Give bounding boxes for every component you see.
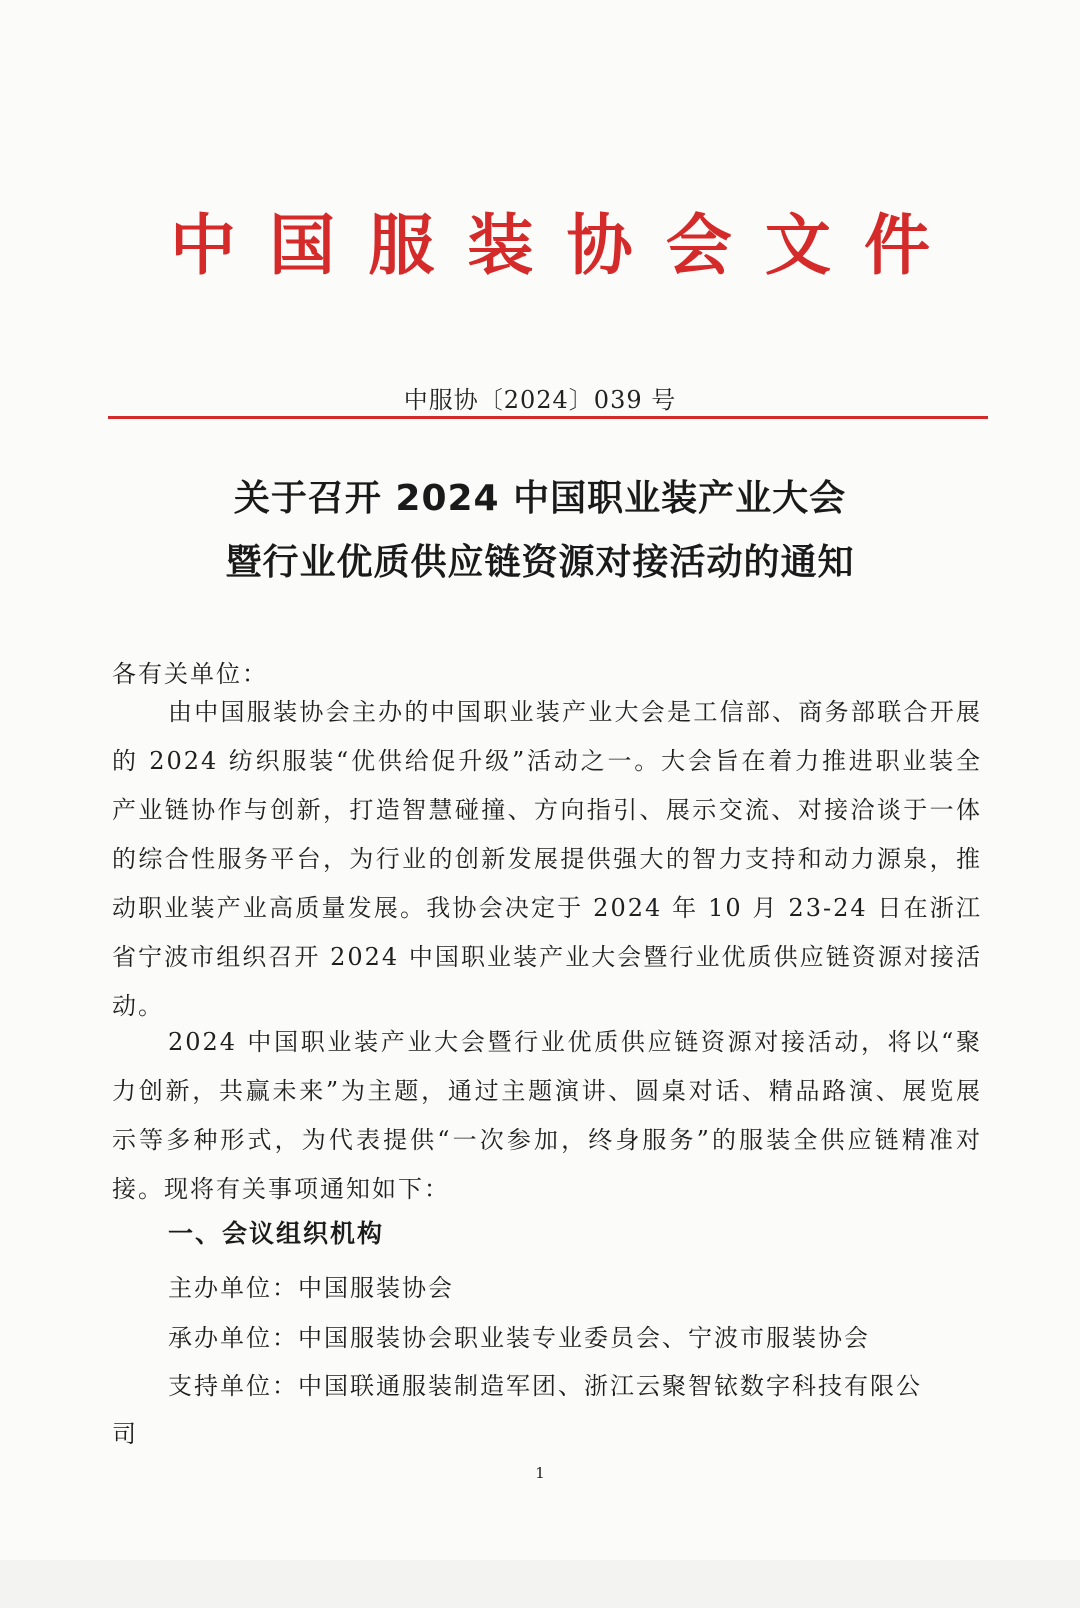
header-char: 装 [467,206,534,284]
paragraph-text: 2024 中国职业装产业大会暨行业优质供应链资源对接活动，将以“聚力创新，共赢未来”为主题，通过主题演讲、圆桌对话、精品路演、展览展示等多种形式，为代表提供“一次参加，终身服务”的服装全供应链精准对接。现将有关事项通知如下： [112,1028,982,1203]
header-char: 中 [170,206,236,284]
header-char: 国 [269,206,336,284]
paragraph-text: 由中国服装协会主办的中国职业装产业大会是工信部、商务部联合开展的 2024 纺织服装“优供给促升级”活动之一。大会旨在着力推进职业装全产业链协作与创新，打造智慧碰撞、方向指引、展示交流、对接洽谈于一体的综合性服务平台，为行业的创新发展提供强大的智力支持和动力源泉，推动职业装产业高质量发展。我协会决定于 2024 年 10 月 23-24 日在浙江省宁波市组织召开 2024 中国职业装产业大会暨行业优质供应链资源对接活动。 [112,698,982,1020]
header-char: 会 [665,206,732,284]
page-bottom-margin [0,1560,1080,1608]
document-title-line-1: 关于召开 2024 中国职业装产业大会 [233,478,847,519]
body-paragraph-2 [112,1018,982,1214]
organizer-unit: 承办单位：中国服装协会职业装专业委员会、宁波市服装协会 [168,1324,870,1352]
supporter-unit-continued: 司 [112,1420,136,1448]
page-number: 1 [535,1464,545,1482]
salutation: 各有关单位： [112,660,268,688]
document-title-line-2: 暨行业优质供应链资源对接活动的通知 [225,542,855,583]
supporter-unit: 支持单位：中国联通服装制造军团、浙江云聚智铱数字科技有限公 [168,1372,922,1400]
body-paragraph-1 [112,688,982,1031]
section-heading: 一、会议组织机构 [168,1219,385,1248]
host-unit: 主办单位：中国服装协会 [168,1274,454,1302]
header-char: 服 [368,206,435,284]
document-number: 中服协〔2024〕039 号 [403,386,677,414]
header-divider [108,416,988,419]
document-header [170,200,930,290]
header-char: 文 [764,206,831,284]
header-char: 件 [863,206,930,284]
header-char: 协 [566,206,633,284]
